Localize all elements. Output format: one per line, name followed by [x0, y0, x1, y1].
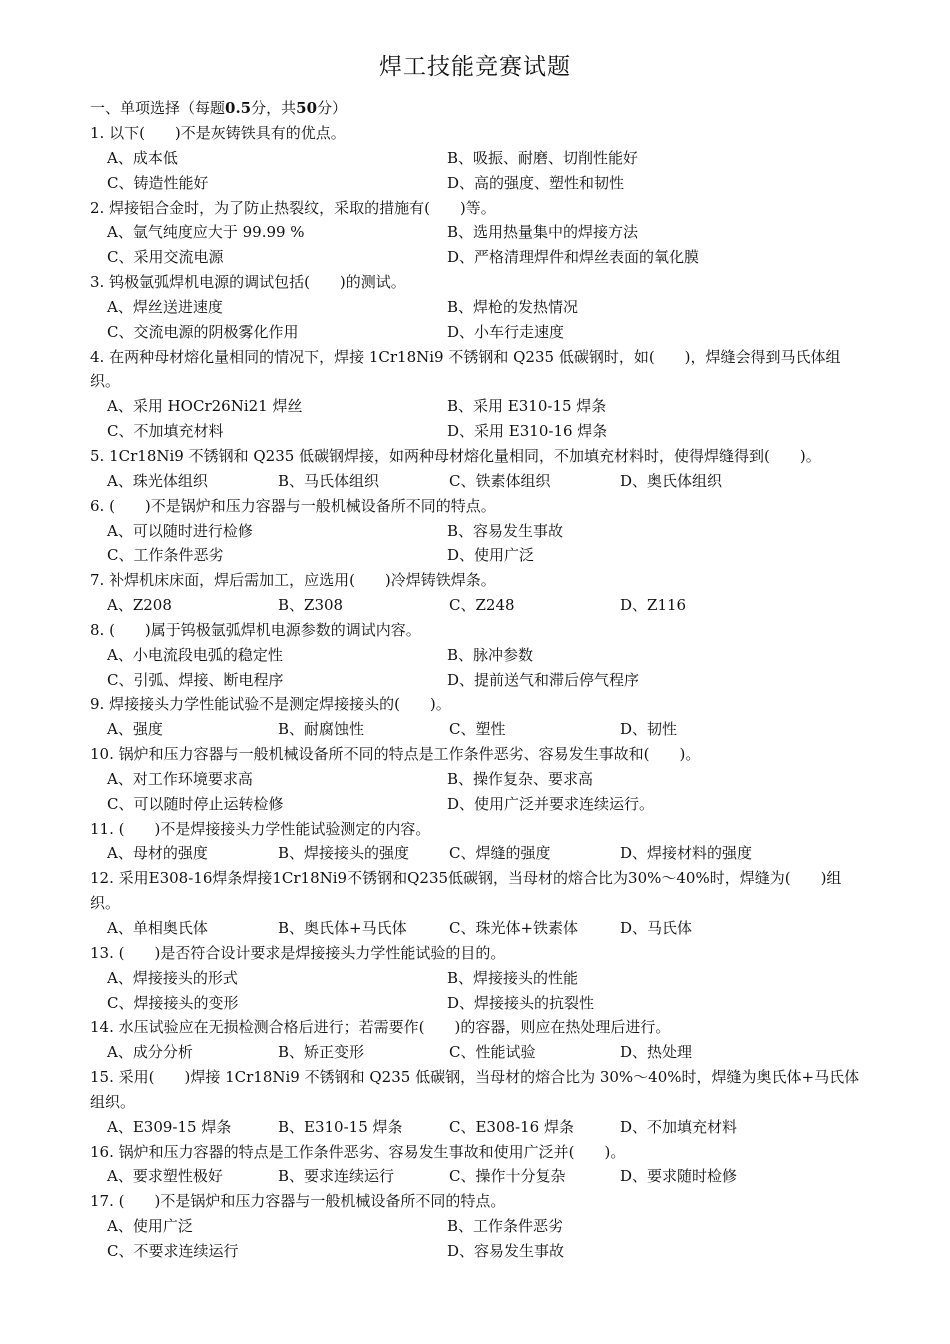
answer-option: D、不加填充材料: [620, 1117, 738, 1136]
answer-option: C、交流电源的阴极雾化作用: [107, 322, 299, 341]
question-item: [90, 941, 870, 1016]
question-item: [90, 494, 870, 569]
question-item: [90, 444, 870, 494]
question-stem: 14. 水压试验应在无损检测合格后进行；若需要作( )的容器，则应在热处理后进行。: [90, 1018, 671, 1037]
answer-option: D、韧性: [620, 720, 678, 739]
answer-option: B、要求连续运行: [278, 1167, 395, 1186]
answer-option: B、耐腐蚀性: [278, 720, 365, 739]
option-row: [90, 1040, 870, 1065]
answer-option: D、高的强度、塑性和韧性: [447, 173, 625, 192]
answer-option: C、不要求连续运行: [107, 1241, 239, 1260]
question-item: [90, 618, 870, 693]
option-row: [90, 717, 870, 742]
answer-option: D、奥氏体组织: [620, 471, 723, 490]
answer-option: C、焊缝的强度: [449, 844, 551, 863]
answer-option: A、使用广泛: [107, 1217, 193, 1236]
option-row: [90, 593, 870, 618]
answer-option: B、操作复杂、要求高: [447, 769, 594, 788]
answer-option: A、强度: [107, 720, 163, 739]
question-stem: 13. ( )是否符合设计要求是焊接接头力学性能试验的目的。: [90, 943, 506, 962]
option-row: [90, 320, 870, 345]
answer-option: C、E308-16 焊条: [449, 1117, 574, 1136]
answer-option: B、工作条件恶劣: [447, 1217, 564, 1236]
answer-option: C、引弧、焊接、断电程序: [107, 670, 284, 689]
option-row: [90, 841, 870, 866]
question-stem: 8. ( )属于钨极氩弧焊机电源参数的调试内容。: [90, 620, 421, 639]
answer-option: B、采用 E310-15 焊条: [447, 397, 607, 416]
answer-option: D、使用广泛并要求连续运行。: [447, 794, 655, 813]
answer-option: C、工作条件恶劣: [107, 546, 224, 565]
answer-option: D、严格清理焊件和焊丝表面的氧化膜: [447, 248, 700, 267]
question-stem: 4. 在两种母材熔化量相同的情况下，焊接 1Cr18Ni9 不锈钢和 Q235 低碳钢时，如( )，焊缝会得到马氏体组织。: [90, 347, 841, 391]
answer-option: A、单相奥氏体: [107, 919, 208, 937]
answer-option: D、焊接材料的强度: [620, 844, 753, 863]
answer-option: A、E309-15 焊条: [107, 1117, 232, 1136]
question-stem: 6. ( )不是锅炉和压力容器与一般机械设备所不同的特点。: [90, 496, 496, 515]
option-row: [90, 171, 870, 196]
question-item: [90, 1140, 870, 1190]
question-stem: 12. 采用E308-16焊条焊接1Cr18Ni9不锈钢和Q235低碳钢，当母材的熔合比为30%～40%时，焊缝为( )组织。: [90, 869, 842, 913]
answer-option: B、焊接接头的性能: [447, 968, 579, 987]
answer-option: B、焊枪的发热情况: [447, 297, 579, 316]
answer-option: D、采用 E310-16 焊条: [447, 422, 608, 441]
section-heading-mid: 分，共: [251, 99, 297, 117]
answer-option: D、提前送气和滞后停气程序: [447, 670, 640, 689]
question-item: [90, 1189, 870, 1264]
answer-option: A、采用 HOCr26Ni21 焊丝: [107, 397, 303, 416]
question-list: [90, 121, 870, 1264]
answer-option: C、塑性: [449, 720, 506, 739]
answer-option: B、容易发生事故: [447, 521, 564, 540]
answer-option: A、成分分析: [107, 1043, 193, 1062]
option-row: [90, 146, 870, 171]
answer-option: C、不加填充材料: [107, 422, 224, 441]
option-row: [90, 543, 870, 568]
question-stem: 15. 采用( )焊接 1Cr18Ni9 不锈钢和 Q235 低碳钢，当母材的熔合比为 30%～40%时，焊缝为奥氏体+马氏体组织。: [90, 1068, 860, 1111]
question-item: [90, 1015, 870, 1065]
answer-option: C、Z248: [449, 596, 515, 615]
option-row: [90, 966, 870, 991]
section-heading: [90, 96, 347, 120]
question-item: [90, 692, 870, 742]
option-row: [90, 469, 870, 494]
question-stem: 10. 锅炉和压力容器与一般机械设备所不同的特点是工作条件恶劣、容易发生事故和( )。: [90, 745, 701, 764]
answer-option: A、可以随时进行检修: [107, 521, 253, 540]
question-stem: 7. 补焊机床床面，焊后需加工，应选用( )冷焊铸铁焊条。: [90, 571, 496, 590]
answer-option: D、马氏体: [620, 919, 693, 937]
option-row: [90, 394, 870, 419]
answer-option: C、采用交流电源: [107, 248, 224, 267]
answer-option: B、马氏体组织: [278, 471, 380, 490]
answer-option: B、选用热量集中的焊接方法: [447, 223, 639, 242]
answer-option: C、铁素体组织: [449, 471, 551, 490]
answer-option: C、珠光体+铁素体: [449, 919, 579, 937]
answer-option: D、热处理: [620, 1043, 693, 1062]
question-item: [90, 270, 870, 345]
option-row: [90, 991, 870, 1016]
section-heading-pre: 一、单项选择（每题: [90, 99, 226, 117]
answer-option: A、要求塑性极好: [107, 1167, 223, 1186]
option-row: [90, 1115, 870, 1140]
answer-option: A、氩气纯度应大于 99.99 %: [107, 223, 305, 242]
question-item: [90, 1065, 870, 1140]
question-stem: 1. 以下( )不是灰铸铁具有的优点。: [90, 124, 346, 142]
answer-option: D、使用广泛: [447, 546, 535, 565]
question-item: [90, 568, 870, 618]
option-row: [90, 668, 870, 693]
option-row: [90, 767, 870, 792]
answer-option: B、Z308: [278, 596, 344, 615]
option-row: [90, 1239, 870, 1264]
answer-option: C、可以随时停止运转检修: [107, 794, 284, 813]
option-row: [90, 643, 870, 668]
answer-option: B、吸振、耐磨、切削性能好: [447, 148, 639, 167]
answer-option: B、E310-15 焊条: [278, 1117, 403, 1136]
answer-option: D、Z116: [620, 596, 687, 615]
option-row: [90, 916, 870, 941]
option-row: [90, 519, 870, 544]
answer-option: D、小车行走速度: [447, 322, 565, 341]
answer-option: B、焊接接头的强度: [278, 844, 410, 863]
section-score: 0.5: [225, 99, 252, 117]
answer-option: A、焊丝送进速度: [107, 297, 223, 316]
answer-option: A、Z208: [107, 596, 172, 615]
answer-option: C、性能试验: [449, 1043, 536, 1062]
answer-option: D、焊接接头的抗裂性: [447, 993, 595, 1012]
question-stem: 3. 钨极氩弧焊机电源的调试包括( )的测试。: [90, 273, 406, 292]
option-row: [90, 792, 870, 817]
option-row: [90, 295, 870, 320]
answer-option: B、矫正变形: [278, 1043, 365, 1062]
option-row: [90, 419, 870, 444]
question-stem: 2. 焊接铝合金时，为了防止热裂纹，采取的措施有( )等。: [90, 198, 496, 217]
section-heading-post: 分）: [317, 99, 348, 117]
question-stem: 16. 锅炉和压力容器的特点是工作条件恶劣、容易发生事故和使用广泛并( )。: [90, 1142, 626, 1161]
page-title: 焊工技能竞赛试题: [379, 54, 571, 80]
answer-option: D、要求随时检修: [620, 1167, 738, 1186]
question-stem: 17. ( )不是锅炉和压力容器与一般机械设备所不同的特点。: [90, 1192, 506, 1211]
answer-option: A、母材的强度: [107, 844, 208, 863]
question-item: [90, 742, 870, 817]
question-stem: 11. ( )不是焊接接头力学性能试验测定的内容。: [90, 819, 431, 838]
answer-option: A、小电流段电弧的稳定性: [107, 645, 283, 664]
option-row: [90, 1164, 870, 1189]
question-stem: 9. 焊接接头力学性能试验不是测定焊接接头的( )。: [90, 695, 451, 714]
answer-option: C、焊接接头的变形: [107, 993, 239, 1012]
answer-option: A、成本低: [107, 148, 178, 167]
answer-option: A、焊接接头的形式: [107, 968, 238, 987]
answer-option: B、脉冲参数: [447, 645, 534, 664]
answer-option: D、容易发生事故: [447, 1241, 565, 1260]
question-item: [90, 817, 870, 867]
option-row: [90, 245, 870, 270]
answer-option: A、珠光体组织: [107, 471, 208, 490]
answer-option: C、铸造性能好: [107, 173, 209, 192]
section-total: 50: [296, 99, 318, 117]
option-row: [90, 220, 870, 245]
question-item: [90, 196, 870, 271]
question-item: [90, 345, 870, 444]
answer-option: B、奥氏体+马氏体: [278, 919, 407, 937]
question-stem: 5. 1Cr18Ni9 不锈钢和 Q235 低碳钢焊接，如两种母材熔化量相同，不加填充材料时，使得焊缝得到( )。: [90, 446, 821, 465]
answer-option: C、操作十分复杂: [449, 1167, 566, 1186]
question-item: [90, 121, 870, 196]
option-row: [90, 1214, 870, 1239]
question-item: [90, 866, 870, 941]
answer-option: A、对工作环境要求高: [107, 769, 253, 788]
